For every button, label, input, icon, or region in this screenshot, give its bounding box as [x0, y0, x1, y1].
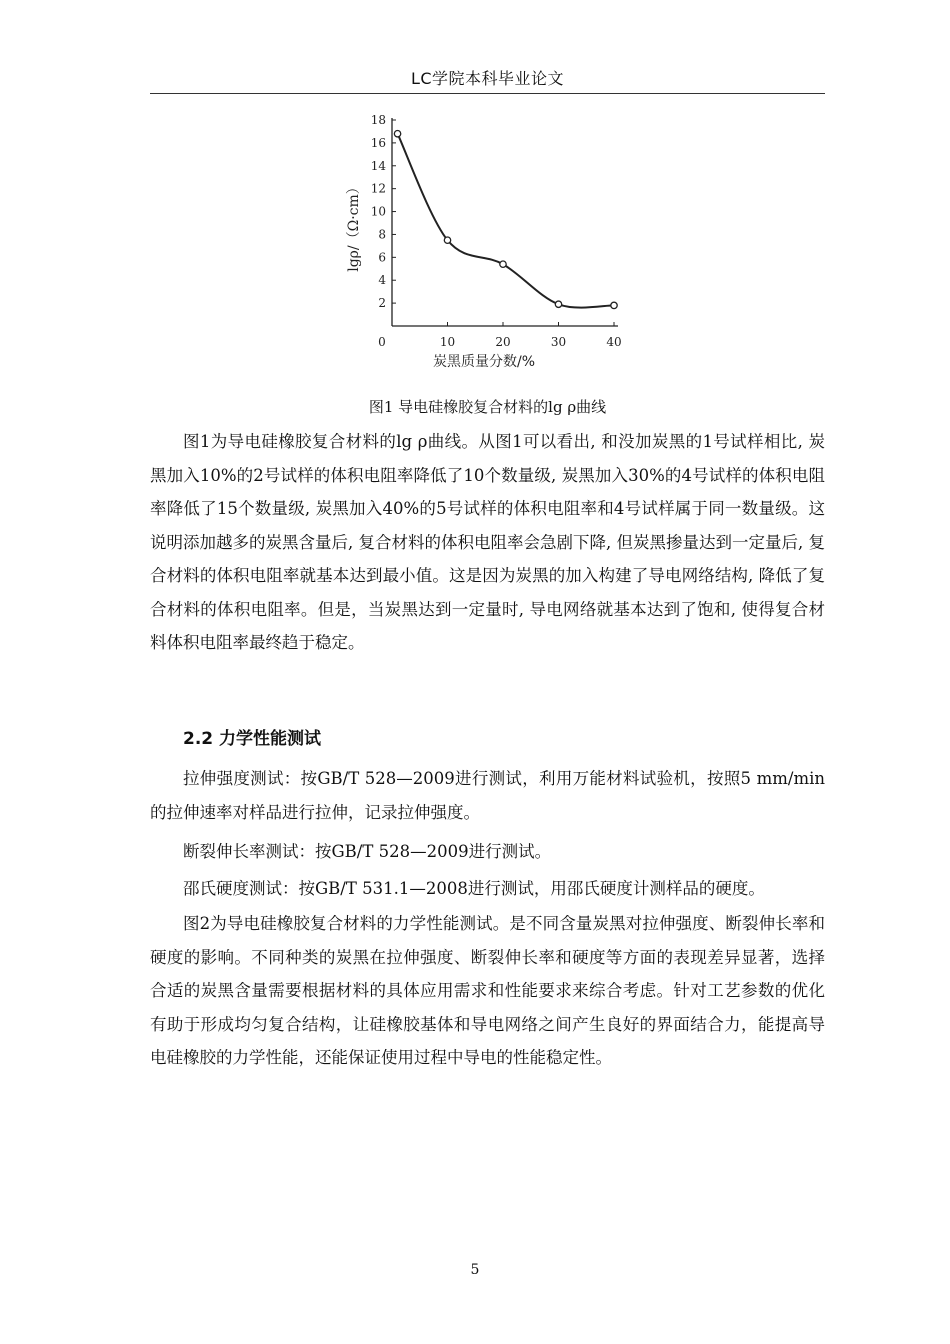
- x-tick-label: 20: [495, 335, 511, 349]
- data-point: [555, 301, 561, 307]
- paragraph-tensile-test: 拉伸强度测试：按GB/T 528—2009进行测试，利用万能材料试验机，按照5 mm/min的拉伸速率对样品进行拉伸，记录拉伸强度。: [150, 769, 825, 822]
- y-tick-label: 18: [370, 113, 386, 127]
- x-tick-label: 10: [439, 335, 456, 349]
- figure-caption: 图1 导电硅橡胶复合材料的lg ρ曲线: [368, 398, 607, 416]
- data-point: [444, 237, 450, 243]
- y-ticks: [371, 113, 396, 310]
- running-header: LC学院本科毕业论文: [410, 69, 565, 88]
- y-tick-label: 10: [370, 204, 386, 219]
- paragraph-elongation-test: 断裂伸长率测试：按GB/T 528—2009进行测试。: [183, 842, 552, 861]
- data-curve: [398, 134, 614, 308]
- header-rule: [150, 93, 825, 94]
- y-tick-label: 4: [378, 273, 386, 288]
- resistivity-chart: [330, 108, 630, 378]
- y-axis-label: lgρ/（Ω·cm）: [346, 180, 362, 272]
- data-point: [394, 131, 400, 137]
- chart-axes: [392, 118, 618, 326]
- paragraph-lg-rho-analysis: 图1为导电硅橡胶复合材料的lg ρ曲线。从图1可以看出, 和没加炭黑的1号试样相比, 炭黑加入10%的2号试样的体积电阻率降低了10个数量级, 炭黑加入30%的4号试样的体积电阻率降低了15个数量级, 炭黑加入40%的5号试样的体积电阻率和4号试样属于同一数量级。这说明添加越多的炭黑含量后, 复合材料的体积电阻率会急剧下降, 但炭黑掺量达到一定量后, 复合材料的体积电阻率就基本达到最小值。这是因为炭黑的加入构建了导电网络结构, 降低了复合材料的体积电阻率。但是，当炭黑达到一定量时, 导电网络就基本达到了饱和, 使得复合材料体积电阻率最终趋于稳定。: [150, 432, 825, 652]
- x-tick-label: 30: [550, 335, 567, 349]
- y-tick-label: 12: [370, 181, 386, 196]
- page-number: 5: [470, 1262, 480, 1278]
- data-point: [611, 302, 617, 308]
- data-point: [500, 261, 506, 267]
- data-points: [394, 131, 617, 309]
- y-tick-label: 6: [378, 250, 386, 265]
- y-tick-label: 8: [378, 227, 386, 242]
- y-tick-label: 2: [378, 296, 386, 311]
- paragraph-mechanical-analysis: 图2为导电硅橡胶复合材料的力学性能测试。是不同含量炭黑对拉伸强度、断裂伸长率和硬度的影响。不同种类的炭黑在拉伸强度、断裂伸长率和硬度等方面的表现差异显著，选择合适的炭黑含量需要根据材料的具体应用需求和性能要求来综合考虑。针对工艺参数的优化有助于形成均匀复合结构，让硅橡胶基体和导电网络之间产生良好的界面结合力，能提高导电硅橡胶的力学性能，还能保证使用过程中导电的性能稳定性。: [150, 914, 825, 1067]
- x-tick-label: 40: [606, 335, 622, 349]
- x-axis-label: 炭黑质量分数/%: [432, 354, 536, 370]
- paragraph-hardness-test: 邵氏硬度测试：按GB/T 531.1—2008进行测试，用邵氏硬度计测样品的硬度。: [183, 879, 765, 898]
- y-tick-label: 14: [370, 158, 386, 173]
- section-heading-2-2: 2.2 力学性能测试: [183, 729, 322, 749]
- x-tick-label: 0: [378, 335, 386, 349]
- y-tick-label: 16: [370, 135, 386, 150]
